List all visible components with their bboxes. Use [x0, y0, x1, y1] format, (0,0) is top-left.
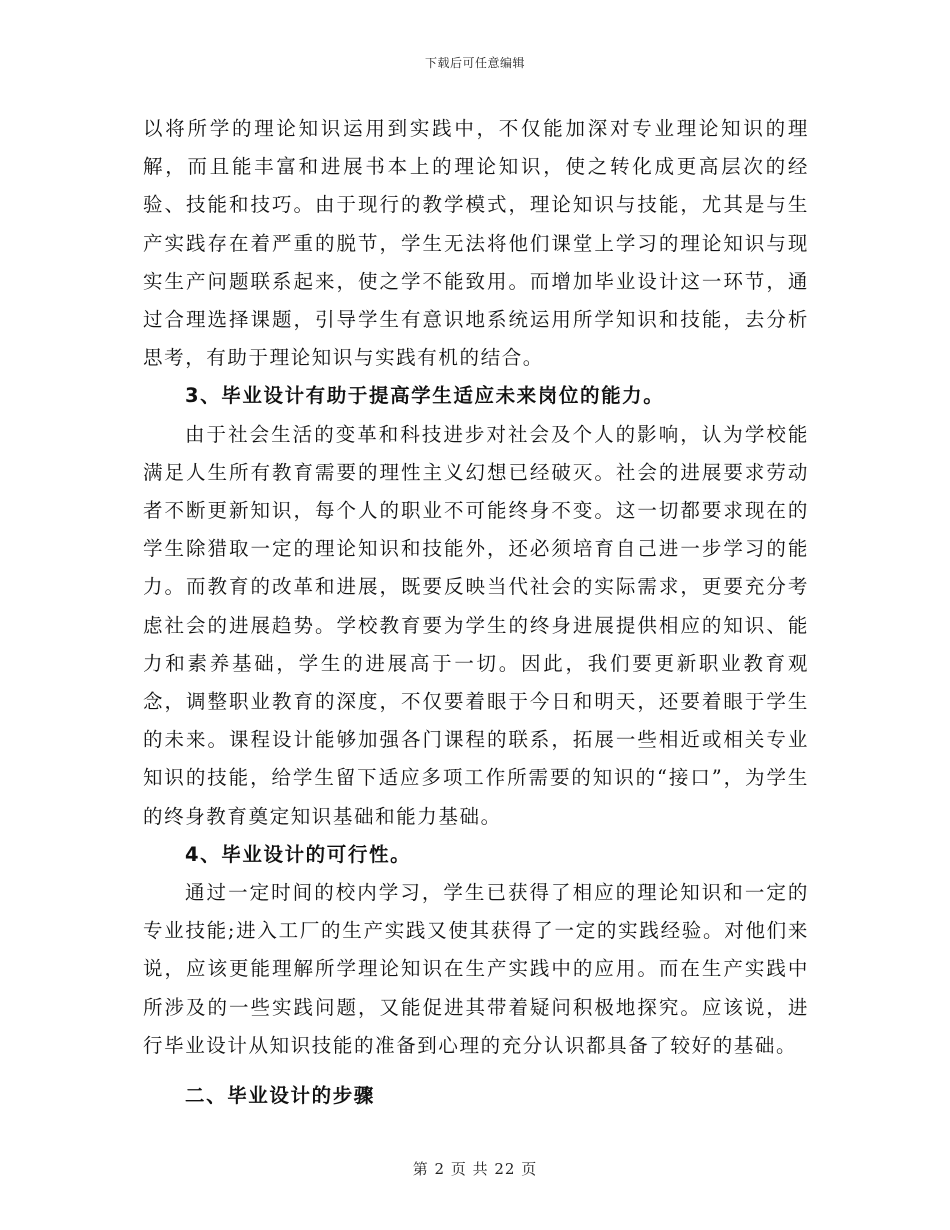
section-heading-steps: 二、毕业设计的步骤: [185, 1084, 375, 1108]
heading-item-4: 4、毕业设计的可行性。: [185, 842, 412, 866]
page-number: 第 2 页 共 22 页: [412, 1160, 538, 1178]
heading-item-3: 3、毕业设计有助于提高学生适应未来岗位的能力。: [185, 384, 665, 408]
paragraph-feasibility: 通过一定时间的校内学习，学生已获得了相应的理论知识和一定的专业技能;进入工厂的生产实践又使其获得了一定的实践经验。对他们来说，应该更能理解所学理论知识在生产实践中的应用。而在生产实践中所涉及的一些实践问题，又能促进其带着疑问积极地探究。应该说，进行毕业设计从知识技能的准备到心理的充分认识都具备了较好的基础。: [143, 881, 809, 1057]
paragraph-continuation: 以将所学的理论知识运用到实践中，不仅能加深对专业理论知识的理解，而且能丰富和进展书本上的理论知识，使之转化成更高层次的经验、技能和技巧。由于现行的教学模式，理论知识与技能，尤其是与生产实践存在着严重的脱节，学生无法将他们课堂上学习的理论知识与现实生产问题联系起来，使之学不能致用。而增加毕业设计这一环节，通过合理选择课题，引导学生有意识地系统运用所学知识和技能，去分析思考，有助于理论知识与实践有机的结合。: [143, 117, 809, 370]
document-body: [143, 110, 809, 1115]
header-note: 下载后可任意编辑: [424, 56, 525, 70]
paragraph-adaptability: 由于社会生活的变革和科技进步对社会及个人的影响，认为学校能满足人生所有教育需要的理性主义幻想已经破灭。社会的进展要求劳动者不断更新知识，每个人的职业不可能终身不变。这一切都要求现在的学生除猎取一定的理论知识和技能外，还必须培育自己进一步学习的能力。而教育的改革和进展，既要反映当代社会的实际需求，更要充分考虑社会的进展趋势。学校教育要为学生的终身进展提供相应的知识、能力和素养基础，学生的进展高于一切。因此，我们要更新职业教育观念，调整职业教育的深度，不仅要着眼于今日和明天，还要着眼于学生的未来。课程设计能够加强各门课程的联系，拓展一些相近或相关专业知识的技能，给学生留下适应多项工作所需要的知识的“接口”，为学生的终身教育奠定知识基础和能力基础。: [143, 422, 809, 828]
